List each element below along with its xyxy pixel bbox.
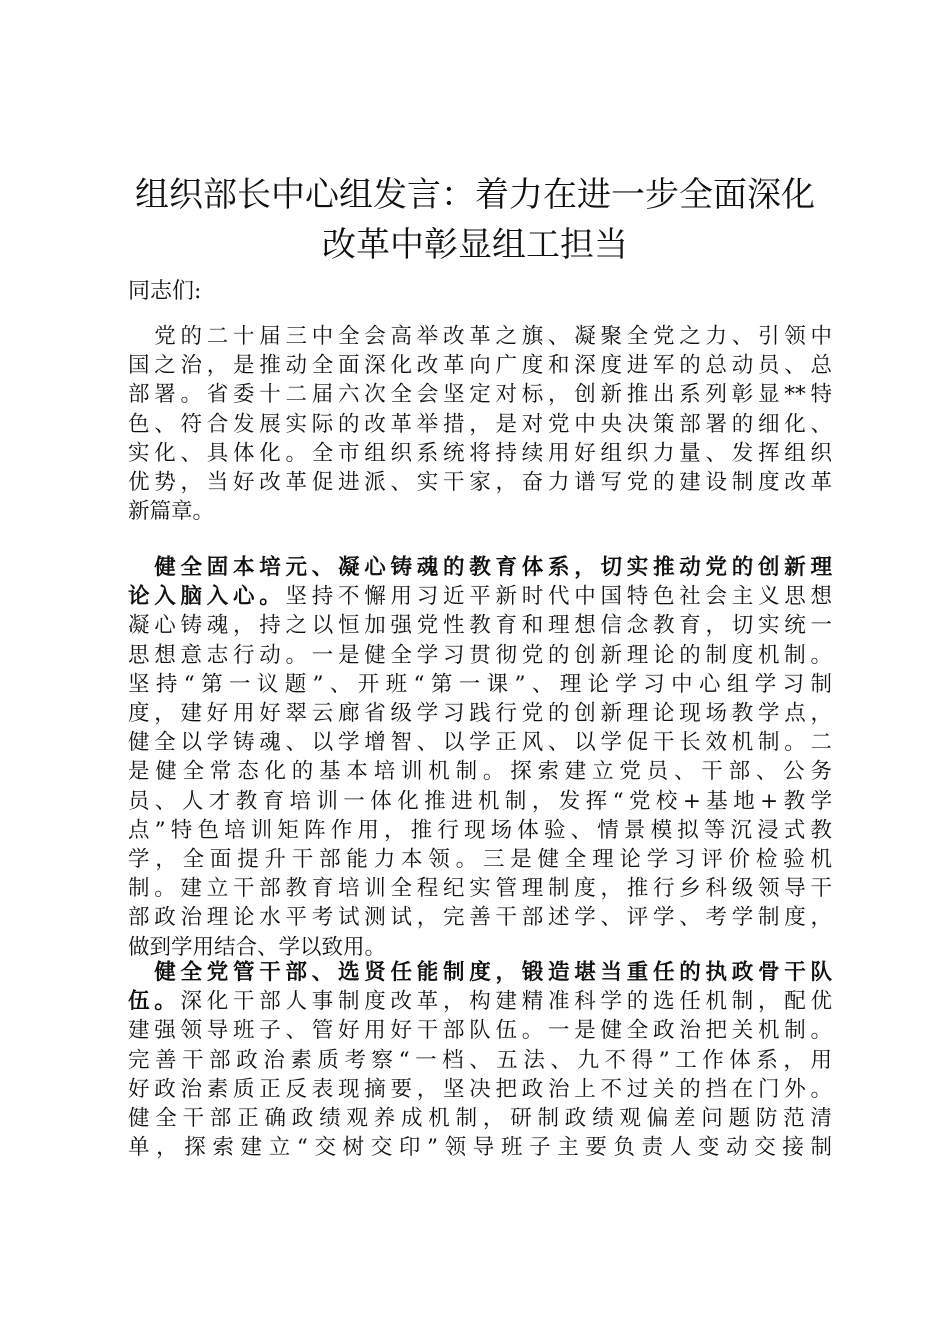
text-line: 实化、具体化。全市组织系统将持续用好组织力量、发挥组织	[128, 440, 832, 466]
text-line: 色、符合发展实际的改革举措，是对党中央决策部署的细化、	[128, 411, 832, 437]
text-line	[128, 582, 832, 611]
text-line: 健全以学铸魂、以学增智、以学正风、以学促干长效机制。二	[128, 730, 832, 756]
text-line: 坚持“第一议题”、开班“第一课”、理论学习中心组学习制	[128, 671, 832, 697]
paragraph-intro	[128, 322, 832, 526]
text-line: 好政治素质正反表现摘要，坚决把政治上不过关的挡在门外。	[128, 1076, 832, 1102]
text-line: 制。建立干部教育培训全程纪实管理制度，推行乡科级领导干	[128, 876, 832, 902]
text-line: 做到学用结合、学以致用。	[128, 934, 387, 960]
text-line: 思想意志行动。一是健全学习贯彻党的创新理论的制度机制。	[128, 642, 832, 668]
text-line: 单，探索建立“交树交印”领导班子主要负责人变动交接制	[128, 1135, 832, 1161]
text-segment: 坚持不懈用习近平新时代中国特色社会主义思想	[285, 584, 832, 610]
text-line: 优势，当好改革促进派、实干家，奋力谱写党的建设制度改革	[128, 470, 832, 496]
text-line: 部政治理论水平考试测试，完善干部述学、评学、考学制度，	[128, 905, 832, 931]
text-line: 部署。省委十二届六次全会坚定对标，创新推出系列彰显**特	[128, 382, 832, 408]
bold-heading-end: 伍。	[128, 989, 181, 1015]
title-line-1: 组织部长中心组发言：着力在进一步全面深化	[135, 175, 815, 215]
paragraph-education-system	[128, 553, 832, 962]
bold-heading-line: 健全固本培元、凝心铸魂的教育体系，切实推动党的创新理	[128, 555, 832, 580]
text-line: 员、人才教育培训一体化推进机制，发挥“党校+基地+教学	[128, 788, 832, 814]
text-line: 建强领导班子、管好用好干部队伍。一是健全政治把关机制。	[128, 1018, 832, 1044]
text-line: 新篇章。	[128, 499, 215, 525]
text-line: 点”特色培训矩阵作用，推行现场体验、情景模拟等沉浸式教	[128, 817, 832, 843]
text-line: 健全干部正确政绩观养成机制，研制政绩观偏差问题防范清	[128, 1106, 832, 1132]
text-line: 完善干部政治素质考察“一档、五法、九不得”工作体系，用	[128, 1047, 832, 1073]
text-line: 是健全常态化的基本培训机制。探索建立党员、干部、公务	[128, 759, 832, 785]
title-line-2: 改革中彰显组工担当	[322, 225, 628, 265]
text-line: 党的二十届三中全会高举改革之旗、凝聚全党之力、引领中	[128, 324, 832, 349]
bold-heading-line: 健全党管干部、选贤任能制度，锻造堪当重任的执政骨干队	[128, 960, 832, 985]
text-segment: 深化干部人事制度改革，构建精准科学的选任机制，配优	[180, 989, 832, 1015]
text-line: 凝心铸魂，持之以恒加强党性教育和理想信念教育，切实统一	[128, 613, 832, 639]
text-line: 学，全面提升干部能力本领。三是健全理论学习评价检验机	[128, 847, 832, 873]
text-line: 国之治，是推动全面深化改革向广度和深度进军的总动员、总	[128, 353, 832, 379]
salutation: 同志们:	[128, 279, 202, 304]
text-line: 度，建好用好翠云廊省级学习践行党的创新理论现场教学点，	[128, 701, 832, 727]
document-title	[120, 170, 830, 270]
paragraph-cadre-management	[128, 958, 832, 1162]
text-line	[128, 987, 832, 1016]
bold-heading-end: 论入脑入心。	[128, 584, 286, 610]
